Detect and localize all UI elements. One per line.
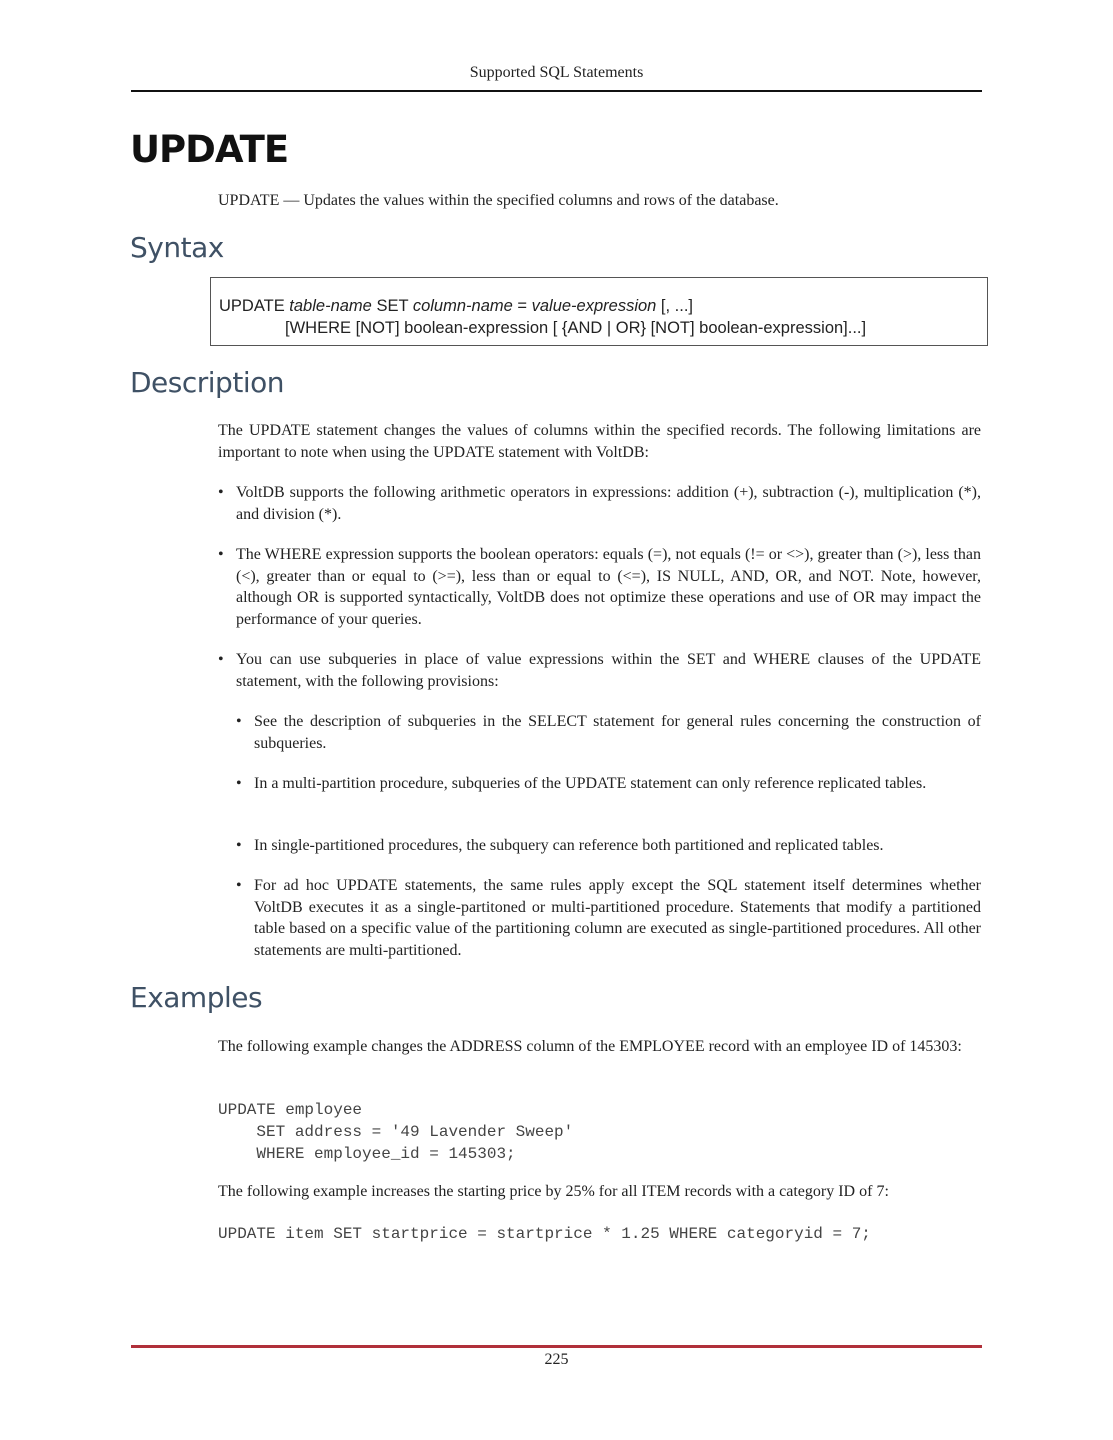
sub-list-item: • In a multi-partition procedure, subqueries of the UPDATE statement can only reference replicated tables.	[236, 773, 981, 795]
syntax-placeholder: table-name	[289, 297, 372, 315]
list-item: • The WHERE expression supports the boolean operators: equals (=), not equals (!= or <>), greater than (>), less than (<), greater than or equal to (>=), less than or equal to (<=), IS NULL, AND, OR, and NOT. Note, however, although OR is supported syntactically, VoltDB does not optimize these operations and use of OR may impact the performance of your queries.	[218, 544, 981, 630]
syntax-heading: Syntax	[130, 231, 224, 264]
list-item: • You can use subqueries in place of value expressions within the SET and WHERE clauses of the UPDATE statement, with the following provisions:	[218, 649, 981, 692]
examples-heading: Examples	[130, 981, 263, 1014]
sub-list-item: • In single-partitioned procedures, the subquery can reference both partitioned and replicated tables.	[236, 835, 981, 857]
example-2-code: UPDATE item SET startprice = startprice * 1.25 WHERE categoryid = 7;	[218, 1225, 871, 1243]
syntax-line-2: [WHERE [NOT] boolean-expression [ {AND | OR} [NOT] boolean-expression]...]	[285, 319, 867, 337]
running-header: Supported SQL Statements	[469, 64, 644, 81]
list-item: • VoltDB supports the following arithmetic operators in expressions: addition (+), subtraction (-), multiplication (*), and division (*).	[218, 482, 981, 525]
example-2-intro: The following example increases the starting price by 25% for all ITEM records with a category ID of 7:	[218, 1183, 889, 1200]
description-intro: The UPDATE statement changes the values of columns within the specified records. The following limitations are important to note when using the UPDATE statement with VoltDB:	[218, 422, 981, 461]
syntax-keyword: [, ...]	[656, 297, 694, 315]
subtitle: UPDATE — Updates the values within the specified columns and rows of the database.	[218, 192, 779, 209]
syntax-placeholder: column-name	[412, 297, 513, 315]
example-1-code: UPDATE employee SET address = '49 Lavender Sweep' WHERE employee_id = 145303;	[218, 1101, 574, 1163]
page-title: UPDATE	[130, 128, 289, 171]
footer-rule	[131, 1345, 982, 1348]
syntax-placeholder: value-expression	[531, 297, 657, 315]
syntax-keyword: UPDATE	[219, 297, 290, 315]
example-1-intro: The following example changes the ADDRESS column of the EMPLOYEE record with an employee ID of 145303:	[218, 1038, 962, 1055]
syntax-line-1	[219, 295, 987, 317]
syntax-keyword: SET	[371, 297, 413, 315]
syntax-keyword: =	[512, 297, 532, 315]
page-number: 225	[544, 1351, 569, 1368]
description-heading: Description	[130, 366, 284, 399]
header-rule	[131, 90, 982, 92]
sub-list-item: • See the description of subqueries in the SELECT statement for general rules concerning the construction of subqueries.	[236, 711, 981, 754]
syntax-box	[210, 277, 988, 346]
sub-list-item: • For ad hoc UPDATE statements, the same rules apply except the SQL statement itself determines whether VoltDB executes it as a single-partitoned or multi-partitioned procedure. Statements that modify a partitioned table based on a specific value of the partitioning column are executed as single-partitioned procedures. All other statements are multi-partitioned.	[236, 875, 981, 961]
